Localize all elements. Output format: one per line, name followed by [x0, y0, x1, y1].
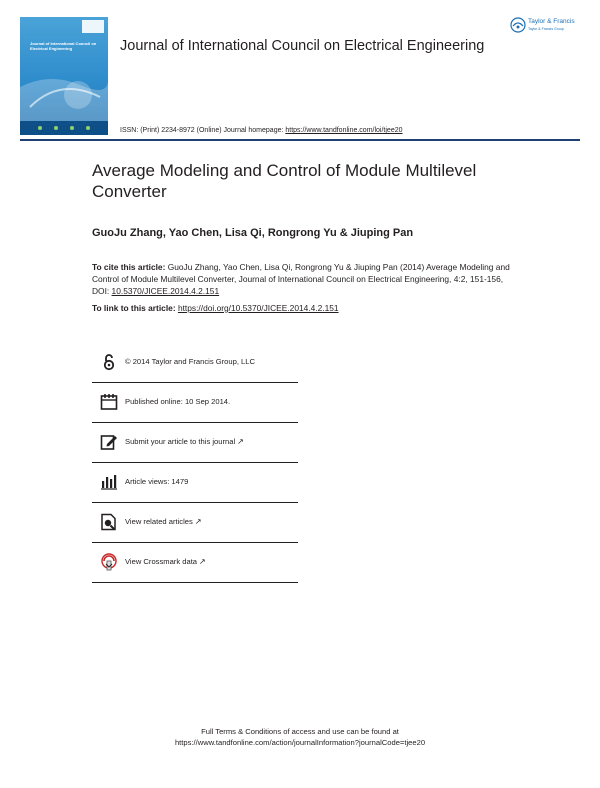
- cite-label: To cite this article:: [92, 262, 166, 272]
- issn-line: [120, 127, 403, 134]
- info-row-crossmark[interactable]: [92, 543, 298, 583]
- header-divider: [20, 139, 580, 141]
- info-text: © 2014 Taylor and Francis Group, LLC: [125, 357, 255, 366]
- info-text: View related articles: [125, 517, 193, 526]
- footer-terms-url[interactable]: https://www.tandfonline.com/action/journalInformation?journalCode=tjee20: [174, 738, 426, 747]
- article-doi-url[interactable]: https://doi.org/10.5370/JICEE.2014.4.2.151: [177, 303, 339, 313]
- info-row-submit[interactable]: [92, 423, 298, 463]
- edit-icon: [100, 433, 118, 451]
- crossmark-link[interactable]: [125, 557, 206, 566]
- info-row-related[interactable]: [92, 503, 298, 543]
- cover-artwork: [20, 17, 108, 135]
- external-link-icon: ↗: [194, 517, 202, 526]
- issn-text: ISSN: (Print) 2234-8972 (Online) Journal homepage:: [120, 127, 286, 134]
- footer-terms-line: Full Terms & Conditions of access and use can be found at: [201, 727, 399, 736]
- calendar-icon: [100, 393, 118, 411]
- journal-title: Journal of International Council on Electrical Engineering: [120, 38, 485, 54]
- publisher-logo[interactable]: [510, 16, 585, 38]
- cover-title: Journal of International Council on Electrical Engineering: [30, 41, 97, 51]
- open-access-icon: [100, 353, 118, 371]
- info-text: Submit your article to this journal: [125, 437, 236, 446]
- publisher-logo-name: Taylor & Francis: [528, 18, 575, 25]
- article-title: Average Modeling and Control of Module Multilevel Converter: [92, 161, 477, 201]
- publisher-logo-icon: [510, 17, 526, 33]
- article-info-list: [92, 343, 298, 583]
- cite-text: GuoJu Zhang, Yao Chen, Lisa Qi, Rongrong Yu & Jiuping Pan (2014) Average Modeling and Control of Module Multilevel Converter, Journal of International Council on Electrical Engineering, 4:2, 151-156, DOI:: [92, 262, 510, 296]
- link-to-article: [92, 303, 339, 313]
- info-text: View Crossmark data: [125, 557, 198, 566]
- related-articles-icon: [100, 513, 118, 531]
- bar-chart-icon: [100, 473, 118, 491]
- journal-cover-thumbnail[interactable]: [20, 17, 108, 135]
- related-articles-link[interactable]: [125, 517, 202, 526]
- cite-doi-link[interactable]: 10.5370/JICEE.2014.4.2.151: [111, 286, 220, 296]
- article-authors: GuoJu Zhang, Yao Chen, Lisa Qi, Rongrong Yu & Jiuping Pan: [92, 227, 414, 239]
- external-link-icon: ↗: [199, 557, 206, 566]
- info-row-copyright: [92, 343, 298, 383]
- link-label: To link to this article:: [92, 303, 178, 313]
- journal-homepage-link[interactable]: https://www.tandfonline.com/loi/tjee20: [285, 127, 403, 134]
- info-row-views: [92, 463, 298, 503]
- info-text: Published online: 10 Sep 2014.: [125, 397, 231, 406]
- submit-article-link[interactable]: [125, 437, 244, 446]
- external-link-icon: ↗: [237, 437, 244, 446]
- info-text: Article views: 1479: [125, 477, 189, 486]
- info-row-published: [92, 383, 298, 423]
- citation-block: [92, 261, 522, 297]
- publisher-logo-sub: Taylor & Francis Group: [528, 27, 564, 31]
- crossmark-icon: [100, 553, 118, 571]
